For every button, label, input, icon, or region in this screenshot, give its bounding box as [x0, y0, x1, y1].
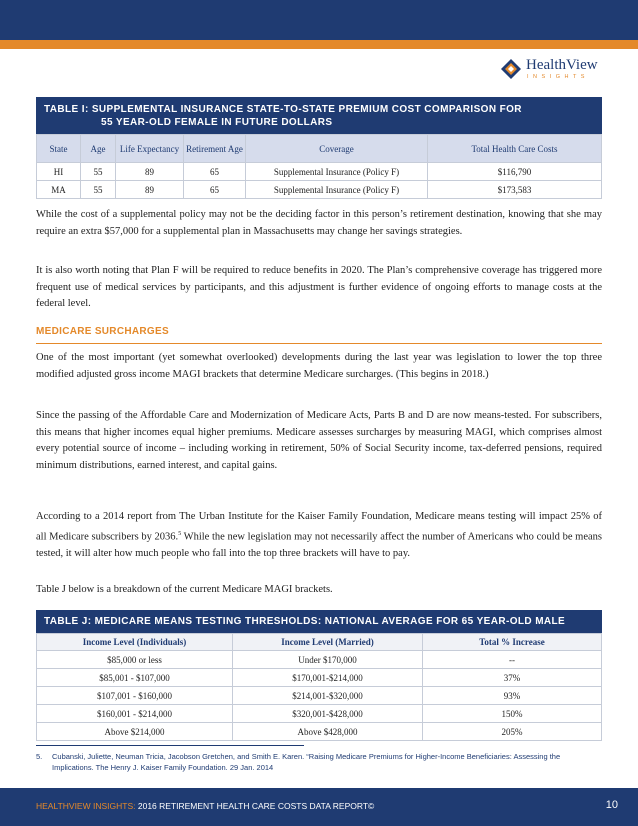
paragraph-means-tested: Since the passing of the Affordable Care and Modernization of Medicare Acts, Parts B and D are now means-tested. For subscribers, this means that higher incomes equal higher premiums. Medicare assesses surcharges by measuring MAGI, which comprises almost every potential source of income – including working in retirement, 50% of Social Security income, tax-deferred pensions, required minimum distributions, earned interest, and capital gains. — [36, 410, 602, 471]
table-row — [37, 163, 602, 181]
table-j-title: TABLE J: MEDICARE MEANS TESTING THRESHOLDS: NATIONAL AVERAGE FOR 65 YEAR-OLD MALE — [36, 610, 602, 633]
table-i-header: State — [37, 135, 81, 163]
paragraph-urban-institute — [36, 509, 602, 562]
table-cell: $116,790 — [428, 163, 602, 181]
footer-brand: HEALTHVIEW INSIGHTS: — [36, 801, 136, 811]
table-cell: 65 — [184, 181, 246, 199]
table-cell: 93% — [423, 687, 602, 705]
table-cell: $160,001 - $214,000 — [37, 705, 233, 723]
healthview-logo — [500, 58, 610, 84]
table-cell: MA — [37, 181, 81, 199]
table-row — [37, 705, 602, 723]
table-cell: Above $214,000 — [37, 723, 233, 741]
table-i-header: Coverage — [246, 135, 428, 163]
table-row — [37, 669, 602, 687]
table-j-header: Income Level (Married) — [233, 634, 423, 651]
paragraph-table-j-intro: Table J below is a breakdown of the current Medicare MAGI brackets. — [36, 584, 333, 595]
paragraph-text: According to a 2014 report from The Urban Institute for the Kaiser Family Foundation, Medicare means testing will impact 25% of all Medicare subscribers by 2036. — [36, 511, 602, 542]
table-i-title-line2: 55 YEAR-OLD FEMALE IN FUTURE DOLLARS — [101, 117, 333, 128]
table-i-title-line1: TABLE I: SUPPLEMENTAL INSURANCE STATE-TO-STATE PREMIUM COST COMPARISON FOR — [44, 104, 522, 115]
top-accent-stripe — [0, 40, 638, 49]
table-cell: 89 — [116, 163, 184, 181]
table-i-header: Retirement Age — [184, 135, 246, 163]
paragraph-text: While the new legislation may not necessarily affect the number of Americans who could be means tested, it will alter how much people who fall into the top three brackets will have to pay. — [36, 531, 602, 559]
table-cell: 205% — [423, 723, 602, 741]
table-i-header: Total Health Care Costs — [428, 135, 602, 163]
table-i-header: Life Expectancy — [116, 135, 184, 163]
footnote-text: Cubanski, Juliette, Neuman Tricia, Jacobson Gretchen, and Smith E. Karen. “Raising Medicare Premiums for Higher-Income Beneficiaries: Assessing the Implications. The Henry J. Kaiser Family Foundation. 29 Jan. 2014 — [52, 752, 561, 772]
paragraph-plan-f: It is also worth noting that Plan F will be required to reduce benefits in 2020. The Plan’s comprehensive coverage has triggered more frequent use of medical services by participants, and this adjustment is further evidence of ongoing efforts to manage costs at the federal level. — [36, 265, 602, 309]
table-cell: Under $170,000 — [233, 651, 423, 669]
table-cell: $107,001 - $160,000 — [37, 687, 233, 705]
table-cell: $214,001-$320,000 — [233, 687, 423, 705]
table-j-header: Total % Increase — [423, 634, 602, 651]
table-cell: $320,001-$428,000 — [233, 705, 423, 723]
footer-report-title: 2016 RETIREMENT HEALTH CARE COSTS DATA REPORT© — [135, 801, 375, 811]
table-row — [37, 723, 602, 741]
table-cell: $85,000 or less — [37, 651, 233, 669]
footnote-ref: 5 — [178, 530, 182, 537]
table-j-header: Income Level (Individuals) — [37, 634, 233, 651]
footer-bar — [0, 788, 638, 826]
top-banner — [0, 0, 638, 40]
table-cell: 55 — [81, 163, 116, 181]
table-cell: 65 — [184, 163, 246, 181]
logo-tagline: INSIGHTS — [527, 74, 589, 80]
table-row — [37, 181, 602, 199]
paragraph-legislation: One of the most important (yet somewhat overlooked) developments during the last year was legislation to lower the top three modified adjusted gross income MAGI brackets that determine Medicare surcharges. (This begins in 2018.) — [36, 352, 602, 380]
table-row — [37, 687, 602, 705]
section-divider — [36, 343, 602, 344]
table-cell: HI — [37, 163, 81, 181]
table-cell: $170,001-$214,000 — [233, 669, 423, 687]
footnote-divider — [36, 745, 304, 746]
table-i — [36, 134, 602, 199]
table-cell: -- — [423, 651, 602, 669]
table-j — [36, 633, 602, 741]
table-cell: 89 — [116, 181, 184, 199]
paragraph-supplemental-cost: While the cost of a supplemental policy may not be the deciding factor in this person’s retirement destination, knowing that she may require an extra $57,000 for a supplemental plan in Massachusetts may change her savings strategies. — [36, 209, 602, 237]
footer-title — [36, 801, 374, 811]
table-cell: 150% — [423, 705, 602, 723]
table-i-header: Age — [81, 135, 116, 163]
table-cell: $85,001 - $107,000 — [37, 669, 233, 687]
logo-name: HealthView — [526, 57, 598, 73]
section-heading: MEDICARE SURCHARGES — [36, 326, 169, 337]
table-row — [37, 651, 602, 669]
table-cell: Supplemental Insurance (Policy F) — [246, 181, 428, 199]
table-cell: $173,583 — [428, 181, 602, 199]
table-cell: Above $428,000 — [233, 723, 423, 741]
table-cell: 37% — [423, 669, 602, 687]
logo-mark-icon — [500, 58, 522, 80]
table-cell: 55 — [81, 181, 116, 199]
table-i-title — [36, 97, 602, 134]
footnote-number: 5. — [36, 752, 43, 761]
page-number: 10 — [605, 799, 618, 811]
table-cell: Supplemental Insurance (Policy F) — [246, 163, 428, 181]
